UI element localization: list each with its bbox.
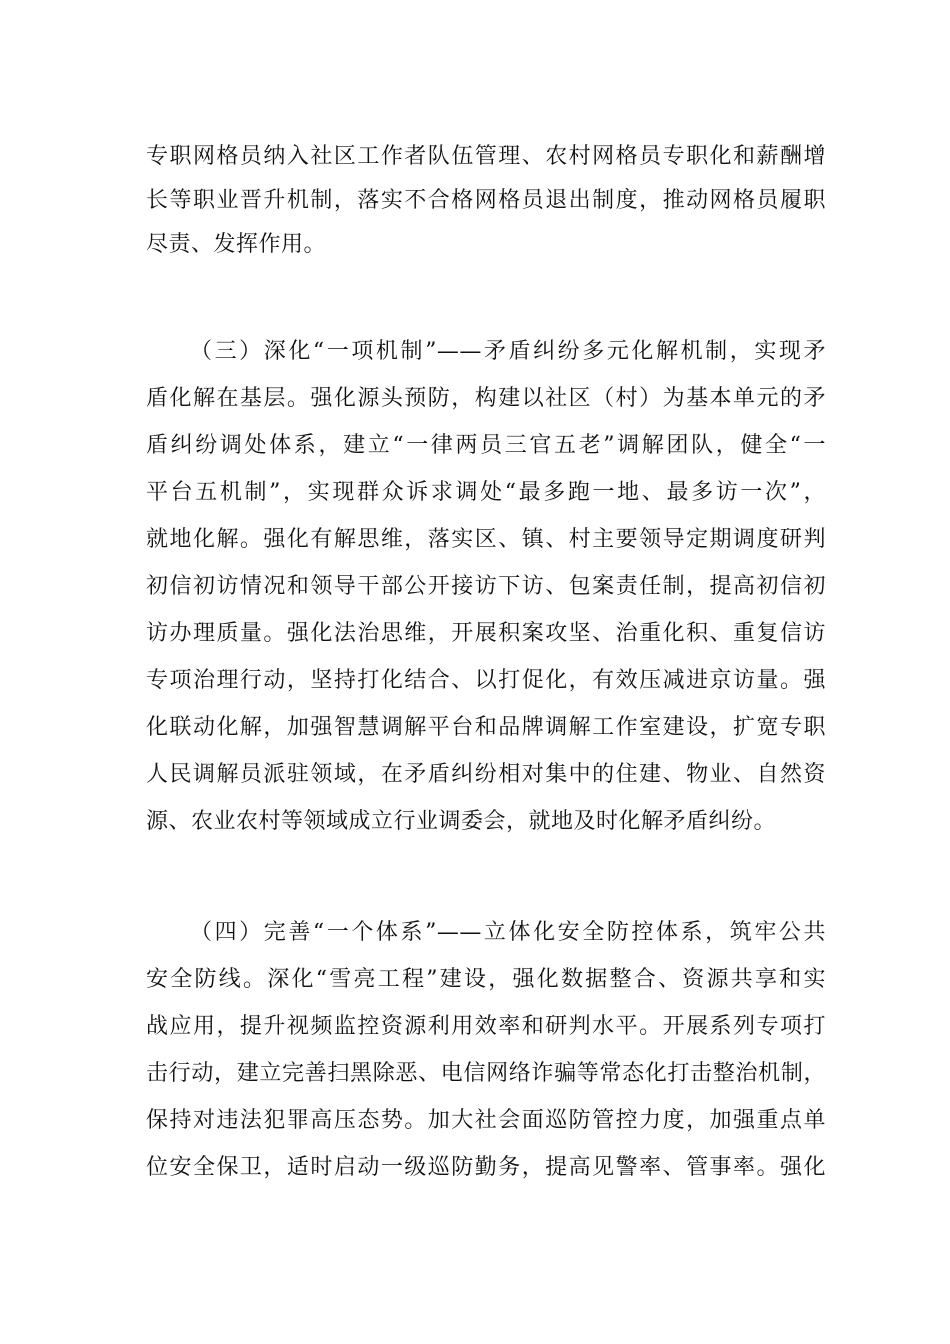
paragraph-2-line-7: 访办理质量。强化法治思维，开展积案攻坚、治重化积、重复信访 [146, 621, 826, 646]
paragraph-2-line-1: （三）深化“一项机制”——矛盾纠纷多元化解机制，实现矛 [190, 339, 826, 364]
paragraph-3-line-2: 安全防线。深化“雪亮工程”建设，强化数据整合、资源共享和实 [146, 967, 826, 992]
paragraph-2-line-3: 盾纠纷调处体系，建立“一律两员三官五老”调解团队，健全“一 [146, 433, 826, 458]
paragraph-2-line-8: 专项治理行动，坚持打化结合、以打促化，有效压减进京访量。强 [146, 668, 826, 693]
paragraph-2-line-9: 化联动化解，加强智慧调解平台和品牌调解工作室建设，扩宽专职 [146, 715, 826, 740]
paragraph-1-line-3: 尽责、发挥作用。 [146, 232, 327, 257]
paragraph-2-line-10: 人民调解员派驻领域，在矛盾纠纷相对集中的住建、物业、自然资 [146, 762, 826, 787]
paragraph-3-line-5: 保持对违法犯罪高压态势。加大社会面巡防管控力度，加强重点单 [146, 1108, 826, 1133]
paragraph-1-line-1: 专职网格员纳入社区工作者队伍管理、农村网格员专职化和薪酬增 [146, 144, 826, 169]
paragraph-2-line-6: 初信初访情况和领导干部公开接访下访、包案责任制，提高初信初 [146, 574, 826, 599]
paragraph-2-line-11: 源、农业农村等领域成立行业调委会，就地及时化解矛盾纠纷。 [146, 809, 777, 834]
paragraph-1-line-2: 长等职业晋升机制，落实不合格网格员退出制度，推动网格员履职 [146, 188, 826, 213]
paragraph-3-line-6: 位安全保卫，适时启动一级巡防勤务，提高见警率、管事率。强化 [146, 1155, 826, 1180]
paragraph-2-line-2: 盾化解在基层。强化源头预防，构建以社区（村）为基本单元的矛 [146, 386, 826, 411]
paragraph-3-line-4: 击行动，建立完善扫黑除恶、电信网络诈骗等常态化打击整治机制， [146, 1061, 826, 1086]
paragraph-3-line-1: （四）完善“一个体系”——立体化安全防控体系，筑牢公共 [190, 920, 826, 945]
paragraph-3-line-3: 战应用，提升视频监控资源利用效率和研判水平。开展系列专项打 [146, 1014, 826, 1039]
paragraph-2-line-4: 平台五机制”，实现群众诉求调处“最多跑一地、最多访一次”， [146, 480, 826, 505]
paragraph-2-line-5: 就地化解。强化有解思维，落实区、镇、村主要领导定期调度研判 [146, 527, 826, 552]
